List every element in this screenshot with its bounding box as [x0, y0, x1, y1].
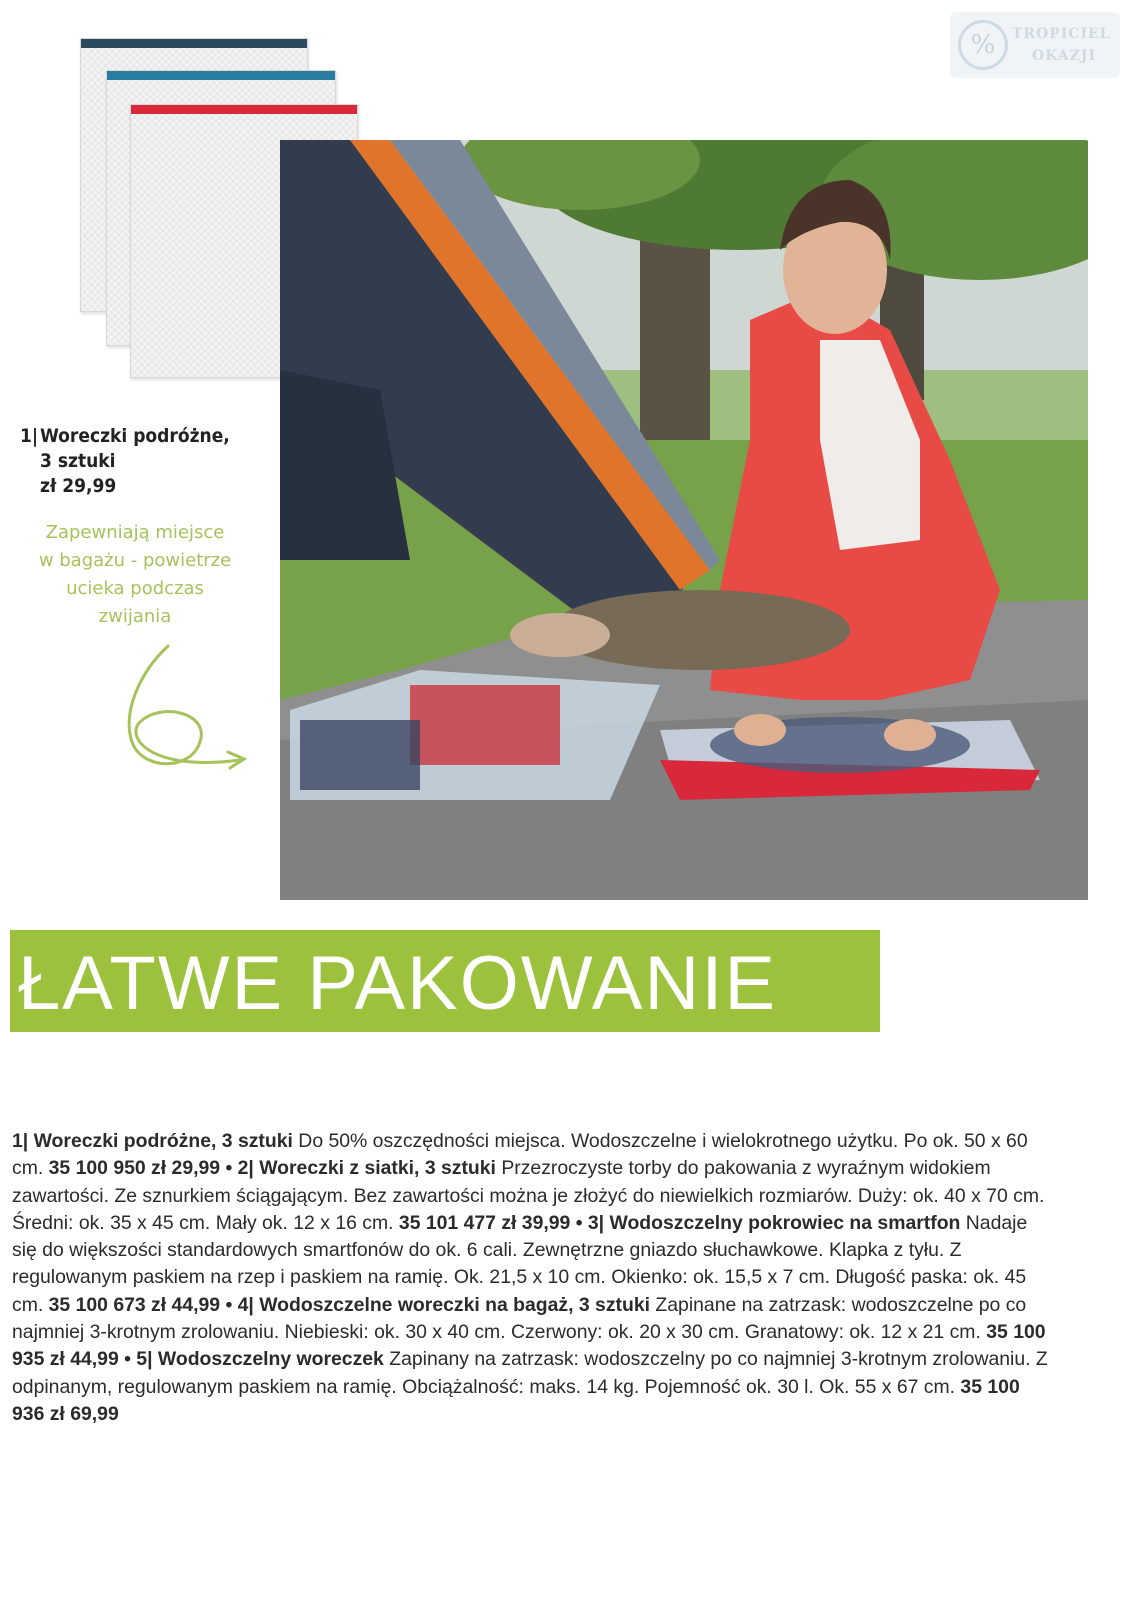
- product1-note: [20, 519, 270, 631]
- desc-segment: Nadaje się do większości standardowych smartfonów do ok. 6 cali. Zewnętrzne gniazdo słuchawkowe. Klapka z tyłu. Z regulowanym paskiem na rzep i paskiem na ramię. Ok. 21,5 x 10 cm. Okienko: ok. 15,5 x 7 cm. Długość paska: ok. 45 cm.: [12, 1211, 1028, 1316]
- product1-title: [20, 424, 270, 499]
- desc-segment: 35 101 477 zł 39,99 • 3| Wodoszczelny pokrowiec na smartfon: [398, 1211, 961, 1234]
- product1-title-line1: Woreczki podróżne,: [40, 425, 230, 447]
- product1-price: zł 29,99: [40, 475, 117, 497]
- product-description: [12, 1128, 1052, 1428]
- desc-segment: Zapinany na zatrzask: wodoszczelny po co najmniej 3-krotnym zrolowaniu. Z odpinanym, regulowanym paskiem na ramię. Obciążalność: maks. 14 kg. Pojemność ok. 30 l. Ok. 55 x 67 cm.: [12, 1348, 1048, 1398]
- curly-arrow-icon: [120, 642, 260, 782]
- product1-note-line: zwijania: [98, 606, 172, 627]
- desc-segment: 1| Woreczki podróżne, 3 sztuki: [12, 1130, 293, 1152]
- product1-note-line: Zapewniają miejsce: [45, 522, 225, 543]
- section-title: ŁATWE PAKOWANIE: [18, 941, 778, 1026]
- desc-segment: Przezroczyste torby do pakowania z wyraźnym widokiem zawartości. Ze sznurkiem ściągającym. Bez zawartości można je złożyć do niewielkich rozmiarów. Duży: ok. 40 x 70 cm. Średni: ok. 35 x 45 cm. Mały ok. 12 x 16 cm.: [12, 1157, 1045, 1234]
- watermark-line1: TROPICIEL: [1012, 26, 1111, 42]
- product1-title-line2: 3 sztuki: [40, 450, 116, 472]
- desc-segment: Zapinane na zatrzask: wodoszczelne po co najmniej 3-krotnym zrolowaniu. Niebieski: ok. 30 x 40 cm. Czerwony: ok. 20 x 30 cm. Granatowy: ok. 12 x 21 cm.: [12, 1293, 1027, 1344]
- desc-segment: 35 100 950 zł 29,99 • 2| Woreczki z siatki, 3 sztuki: [48, 1157, 496, 1180]
- desc-segment: 35 100 936 zł 69,99: [12, 1375, 1020, 1425]
- desc-segment: 35 100 673 zł 44,99 • 4| Wodoszczelne woreczki na bagaż, 3 sztuki: [48, 1293, 651, 1316]
- percent-icon: %: [958, 20, 1008, 70]
- desc-segment: Do 50% oszczędności miejsca. Wodoszczelne i wielokrotnego użytku. Po ok. 50 x 60 cm.: [12, 1130, 1028, 1180]
- product1-number: 1|: [20, 425, 39, 447]
- camping-photo: [280, 140, 1088, 900]
- watermark-line2: OKAZJI: [1032, 48, 1097, 64]
- desc-segment: 35 100 935 zł 44,99 • 5| Wodoszczelny woreczek: [12, 1321, 1046, 1371]
- product1-note-line: ucieka podczas: [66, 578, 204, 599]
- watermark-logo: [950, 12, 1120, 78]
- camping-photo-illustration: [280, 140, 1088, 900]
- product1-caption: [20, 424, 270, 627]
- product1-note-line: w bagażu - powietrze: [38, 550, 232, 571]
- section-banner: [10, 930, 880, 1032]
